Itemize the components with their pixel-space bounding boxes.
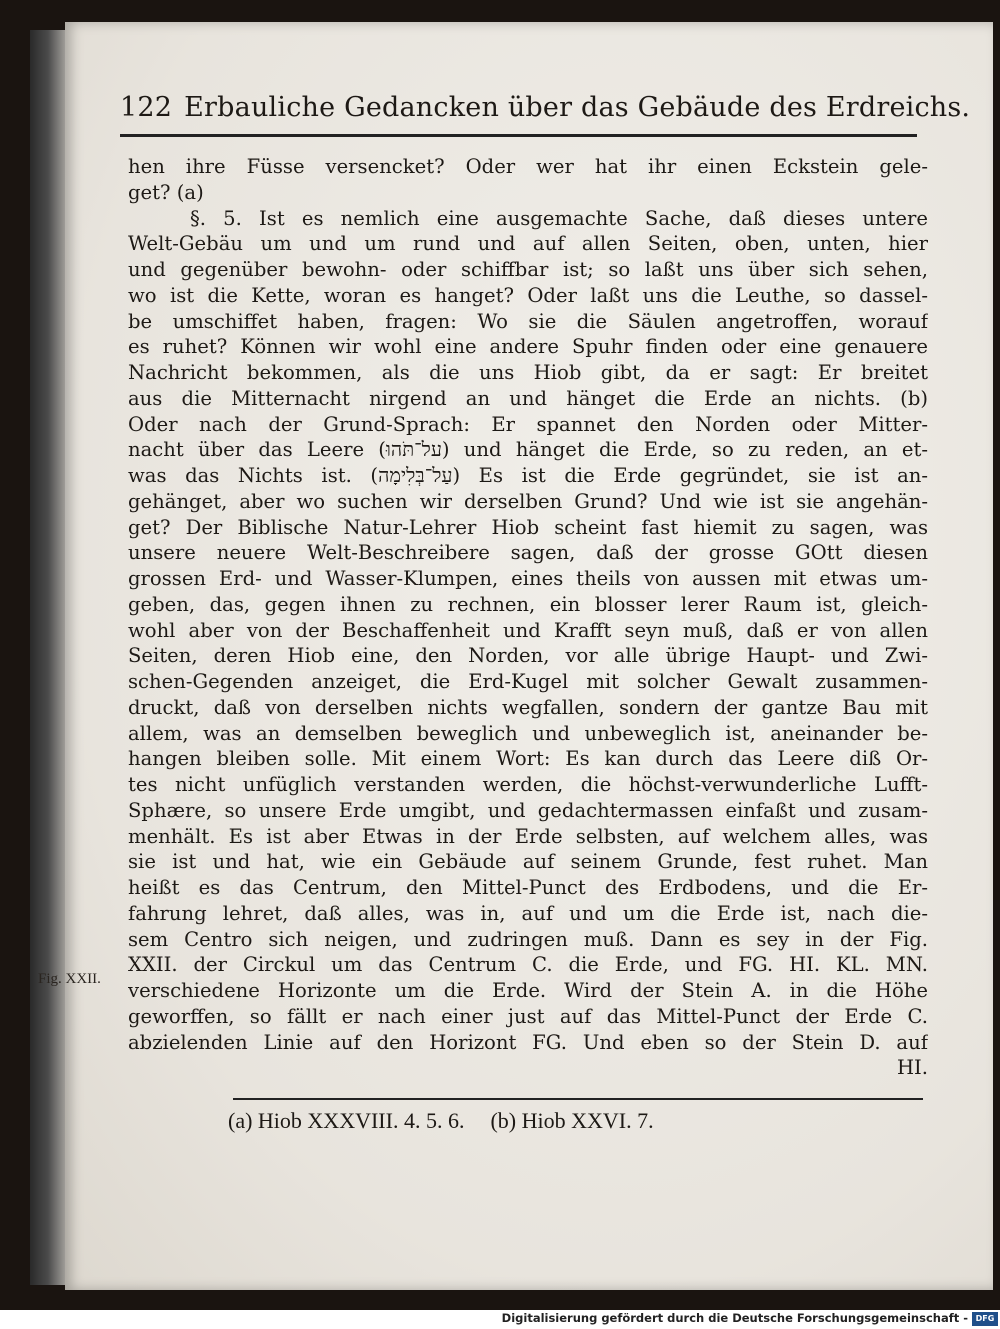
header-rule	[120, 134, 917, 137]
text-line: und gegenüber bewohn- oder schiffbar ist; so laßt uns über sich sehen,	[128, 258, 928, 281]
text-line: schen-Gegenden anzeiget, die Erd-Kugel mit solcher Gewalt zusammen-	[128, 670, 928, 693]
text-line: menhält. Es ist aber Etwas in der Erde selbsten, auf welchem alles, was	[128, 824, 928, 848]
body-text	[128, 154, 928, 1081]
text-line: Sphære, so unsere Erde umgibt, und gedachtermassen einfaßt und zusam-	[128, 798, 928, 822]
text-line: gehänget, aber wo suchen wir derselben Grund? Und wie ist sie angehän-	[128, 489, 928, 513]
text-line: hen ihre Füsse versencket? Oder wer hat ihr einen Eckstein gele-	[128, 155, 928, 178]
text-line: Welt-Gebäu um und um rund und auf allen Seiten, oben, unten, hier	[128, 232, 928, 256]
footnote-rule	[233, 1098, 923, 1100]
footnote-b: (b) Hiob XXVI. 7.	[490, 1108, 654, 1133]
text-line: Oder nach der Grund-Sprach: Er spannet den Norden oder Mitter-	[128, 412, 928, 436]
text-line: Nachricht bekommen, als die uns Hiob gibt, da er sagt: Er breitet	[128, 361, 928, 384]
footnotes	[228, 1108, 680, 1134]
text-line: grossen Erd- und Wasser-Klumpen, eines theils von aussen mit etwas um-	[128, 567, 928, 590]
text-line: nacht über das Leere (על־תֹּהוּ) und hänget die Erde, so zu reden, an et-	[128, 438, 928, 462]
text-line: get? Der Biblische Natur-Lehrer Hiob scheint fast hiemit zu sagen, was	[128, 515, 928, 539]
text-line: tes nicht unfüglich verstanden werden, die höchst-verwunderliche Lufft-	[128, 773, 928, 796]
text-line: verschiedene Horizonte um die Erde. Wird der Stein A. in die Höhe	[128, 979, 928, 1002]
catchword: HI.	[896, 1056, 928, 1080]
running-header	[120, 92, 971, 132]
text-line: sie ist und hat, wie ein Gebäude auf seinem Grunde, fest ruhet. Man	[128, 850, 928, 874]
text-line: geben, das, gegen ihnen zu rechnen, ein blosser lerer Raum ist, gleich-	[128, 592, 928, 616]
text-line: get? (a)	[128, 180, 204, 204]
figure-margin-note: Fig. XXII.	[38, 971, 101, 987]
text-line: druckt, daß von derselben nichts wegfallen, sondern der gantze Bau mit	[128, 695, 928, 719]
text-line: es ruhet? Können wir wohl eine andere Spuhr finden oder eine genauere	[128, 335, 928, 359]
dfg-logo: DFG	[972, 1312, 998, 1326]
text-line: was das Nichts ist. (עַל־בְּלִימָה) Es ist die Erde gegründet, sie ist an-	[128, 464, 928, 487]
digitization-credit: Digitalisierung gefördert durch die Deutsche Forschungsgemeinschaft -	[501, 1311, 968, 1325]
text-line: wo ist die Kette, woran es hanget? Oder laßt uns die Leuthe, so dassel-	[128, 283, 928, 307]
text-line: aus die Mitternacht nirgend an und hänget die Erde an nichts. (b)	[128, 386, 928, 410]
text-line: allem, was an demselben beweglich und unbeweglich ist, aneinander be-	[128, 721, 928, 745]
page-number: 122	[120, 92, 173, 123]
text-line: wohl aber von der Beschaffenheit und Krafft seyn muß, daß er von allen	[128, 618, 928, 642]
text-line: be umschiffet haben, fragen: Wo sie die Säulen angetroffen, worauf	[128, 309, 928, 333]
text-line: hangen bleiben solle. Mit einem Wort: Es kan durch das Leere diß Or-	[128, 747, 928, 771]
text-line: fahrung lehret, daß alles, was in, auf und um die Erde ist, nach die-	[128, 901, 928, 925]
footnote-a: (a) Hiob XXXVIII. 4. 5. 6.	[228, 1108, 465, 1133]
text-line: abzielenden Linie auf den Horizont FG. Und eben so der Stein D. auf	[128, 1030, 928, 1054]
text-line: sem Centro sich neigen, und zudringen muß. Dann es sey in der Fig.	[128, 927, 928, 951]
text-line: unsere neuere Welt-Beschreibere sagen, daß der grosse GOtt diesen	[128, 541, 928, 565]
text-line: XXII. der Circkul um das Centrum C. die Erde, und FG. HI. KL. MN.	[128, 953, 928, 977]
text-line: heißt es das Centrum, den Mittel-Punct des Erdbodens, und die Er-	[128, 876, 928, 899]
text-line: geworffen, so fällt er nach einer just auf das Mittel-Punct der Erde C.	[128, 1004, 928, 1028]
running-head-title: Erbauliche Gedancken über das Gebäude des Erdreichs.	[184, 92, 971, 123]
text-line: §. 5. Ist es nemlich eine ausgemachte Sache, daß dieses untere	[190, 206, 928, 230]
text-line: Seiten, deren Hiob eine, den Norden, vor alle übrige Haupt- und Zwi-	[128, 644, 928, 668]
